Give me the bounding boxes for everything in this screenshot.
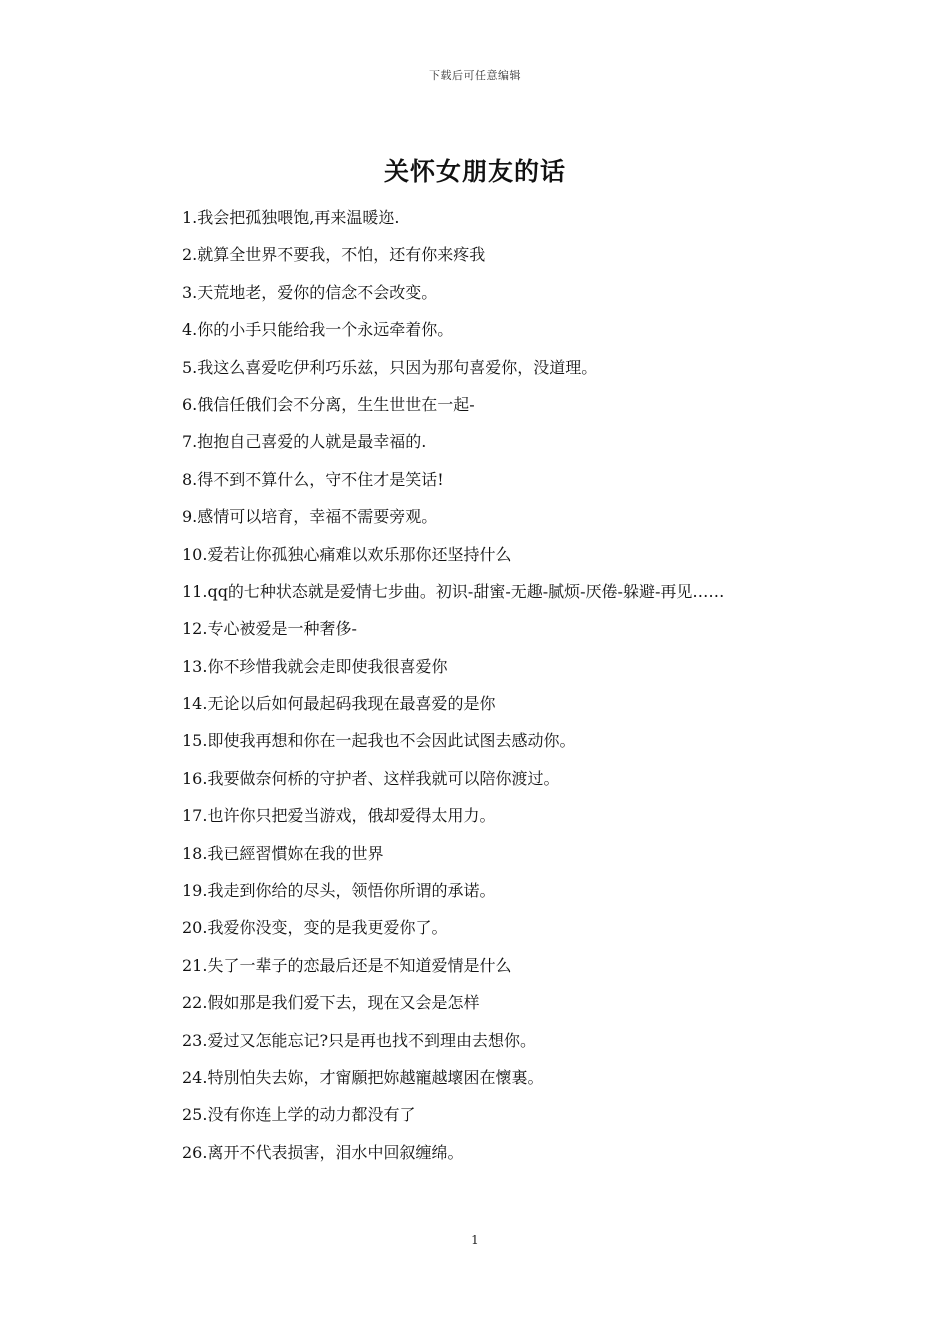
list-item: 3.天荒地老，爱你的信念不会改变。 (182, 282, 438, 302)
list-item: 12.专心被爱是一种奢侈- (182, 619, 357, 639)
list-item: 14.无论以后如何最起码我现在最喜爱的是你 (182, 694, 496, 714)
document-title: 关怀女朋友的话 (383, 157, 566, 186)
page-number: 1 (471, 1233, 479, 1247)
list-item: 15.即使我再想和你在一起我也不会因此试图去感动你。 (182, 731, 576, 751)
list-item: 1.我会把孤独喂饱,再来温暖迩. (182, 208, 400, 227)
line-list (146, 199, 816, 1171)
list-item: 13.你不珍惜我就会走即使我很喜爱你 (182, 656, 448, 676)
list-item: 2.就算全世界不要我，不怕，还有你来疼我 (182, 245, 486, 265)
list-item: 24.特別怕失去妳，才甯願把妳越寵越壞困在懷裏。 (182, 1068, 544, 1087)
list-item: 26.离开不代表损害，泪水中回叙缠绵。 (182, 1142, 464, 1162)
list-item: 6.俄信任俄们会不分离，生生世世在一起- (182, 394, 475, 414)
list-item: 23.爱过又怎能忘记?只是再也找不到理由去想你。 (182, 1030, 537, 1050)
list-item: 7.抱抱自己喜爱的人就是最幸福的. (182, 432, 427, 452)
list-item: 5.我这么喜爱吃伊利巧乐兹，只因为那句喜爱你，没道理。 (182, 357, 598, 377)
header-note: 下载后可任意编辑 (429, 69, 521, 82)
list-item: 11.qq的七种状态就是爱情七步曲。初识-甜蜜-无趣-腻烦-厌倦-躲避-再见…… (182, 581, 725, 601)
list-item: 17.也许你只把爱当游戏，俄却爱得太用力。 (182, 806, 496, 826)
list-item: 21.失了一辈子的恋最后还是不知道爱情是什么 (182, 955, 512, 975)
list-item: 20.我爱你没变，变的是我更爱你了。 (182, 918, 448, 938)
list-item: 10.爱若让你孤独心痛难以欢乐那你还坚持什么 (182, 544, 512, 564)
list-item: 18.我已經習慣妳在我的世界 (182, 843, 384, 863)
list-item: 16.我要做奈何桥的守护者、这样我就可以陪你渡过。 (182, 768, 560, 788)
list-item: 22.假如那是我们爱下去，现在又会是怎样 (182, 993, 480, 1013)
list-item: 25.没有你连上学的动力都没有了 (182, 1105, 416, 1125)
list-item: 19.我走到你给的尽头，领悟你所谓的承诺。 (182, 881, 496, 901)
list-item: 4.你的小手只能给我一个永远牵着你。 (182, 320, 454, 340)
list-item: 9.感情可以培育，幸福不需要旁观。 (182, 507, 438, 527)
list-item: 8.得不到不算什么，守不住才是笑话! (182, 469, 444, 489)
